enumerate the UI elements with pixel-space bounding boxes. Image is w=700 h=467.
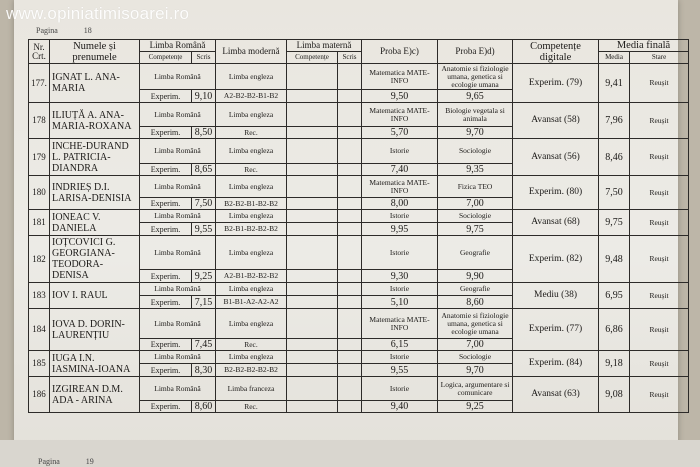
header-romana: Limba Română bbox=[140, 40, 216, 52]
materna-scris bbox=[338, 139, 362, 164]
table-row bbox=[29, 377, 689, 401]
romana-level: Experim. bbox=[140, 127, 192, 139]
final-average: 9,41 bbox=[599, 64, 630, 103]
header-stare: Stare bbox=[630, 52, 689, 64]
moderna-level: A2-B1-B2-B2-B2 bbox=[216, 270, 287, 283]
romana-comp: Limba Română bbox=[140, 210, 216, 223]
materna-scris bbox=[338, 236, 362, 270]
romana-scris-grade: 8,50 bbox=[192, 127, 216, 139]
row-nr: 178 bbox=[29, 103, 50, 139]
proba-d-grade: 9,75 bbox=[438, 223, 513, 236]
digital-competence: Mediu (38) bbox=[513, 283, 599, 309]
romana-scris-grade: 7,50 bbox=[192, 198, 216, 210]
row-nr: 180 bbox=[29, 176, 50, 210]
status: Reușit bbox=[630, 176, 689, 210]
moderna-level: A2-B2-B2-B1-B2 bbox=[216, 90, 287, 103]
status: Reușit bbox=[630, 236, 689, 283]
proba-d-subject: Geografie bbox=[438, 236, 513, 270]
proba-c-subject: Matematica MATE-INFO bbox=[362, 176, 438, 198]
materna-scris bbox=[338, 64, 362, 90]
materna-scris-2 bbox=[338, 90, 362, 103]
romana-scris-grade: 7,45 bbox=[192, 339, 216, 351]
row-nr: 182 bbox=[29, 236, 50, 283]
romana-comp: Limba Română bbox=[140, 377, 216, 401]
romana-scris-grade: 7,15 bbox=[192, 296, 216, 309]
materna-scris bbox=[338, 283, 362, 296]
digital-competence: Avansat (68) bbox=[513, 210, 599, 236]
proba-c-grade: 9,55 bbox=[362, 364, 438, 377]
header-materna: Limba maternă bbox=[287, 40, 362, 52]
proba-d-subject: Logica, argumentare si comunicare bbox=[438, 377, 513, 401]
romana-scris-grade: 8,60 bbox=[192, 401, 216, 413]
header-name: Numele și prenumele bbox=[50, 40, 140, 64]
header-competente: Competențe digitale bbox=[513, 40, 599, 64]
student-name: ILIUȚĂ A. ANA-MARIA-ROXANA bbox=[50, 103, 140, 139]
proba-c-grade: 6,15 bbox=[362, 339, 438, 351]
page-header-label: Pagina bbox=[36, 26, 58, 35]
materna-scris-2 bbox=[338, 339, 362, 351]
proba-c-subject: Matematica MATE-INFO bbox=[362, 309, 438, 339]
digital-competence: Avansat (63) bbox=[513, 377, 599, 413]
moderna-level: Rec. bbox=[216, 127, 287, 139]
materna-comp-2 bbox=[287, 198, 338, 210]
proba-d-subject: Fizica TEO bbox=[438, 176, 513, 198]
digital-competence: Experim. (79) bbox=[513, 64, 599, 103]
proba-c-subject: Matematica MATE-INFO bbox=[362, 103, 438, 127]
proba-c-grade: 8,00 bbox=[362, 198, 438, 210]
romana-level: Experim. bbox=[140, 270, 192, 283]
romana-comp: Limba Română bbox=[140, 176, 216, 198]
status: Reușit bbox=[630, 377, 689, 413]
romana-level: Experim. bbox=[140, 223, 192, 236]
moderna-level: Rec. bbox=[216, 401, 287, 413]
digital-competence: Experim. (82) bbox=[513, 236, 599, 283]
materna-scris-2 bbox=[338, 401, 362, 413]
student-name: IOȚCOVICI G. GEORGIANA-TEODORA-DENISA bbox=[50, 236, 140, 283]
header-media-finala: Media finală bbox=[599, 40, 689, 52]
materna-comp-2 bbox=[287, 164, 338, 176]
student-name: IOVA D. DORIN-LAURENȚIU bbox=[50, 309, 140, 351]
romana-scris-grade: 8,30 bbox=[192, 364, 216, 377]
header-proba-d: Proba E)d) bbox=[438, 40, 513, 64]
materna-comp bbox=[287, 283, 338, 296]
materna-comp bbox=[287, 309, 338, 339]
materna-scris bbox=[338, 309, 362, 339]
final-average: 7,96 bbox=[599, 103, 630, 139]
proba-c-grade: 9,30 bbox=[362, 270, 438, 283]
final-average: 8,46 bbox=[599, 139, 630, 176]
final-average: 6,95 bbox=[599, 283, 630, 309]
romana-level: Experim. bbox=[140, 198, 192, 210]
materna-scris bbox=[338, 351, 362, 364]
proba-d-grade: 9,25 bbox=[438, 401, 513, 413]
moderna-level: B2-B2-B2-B2-B2 bbox=[216, 364, 287, 377]
materna-comp-2 bbox=[287, 364, 338, 377]
materna-comp-2 bbox=[287, 127, 338, 139]
materna-scris-2 bbox=[338, 198, 362, 210]
table-row bbox=[29, 176, 689, 198]
romana-level: Experim. bbox=[140, 164, 192, 176]
header-materna-scris: Scris bbox=[338, 52, 362, 64]
results-table bbox=[28, 39, 689, 413]
table-row bbox=[29, 309, 689, 339]
materna-comp bbox=[287, 103, 338, 127]
proba-d-grade: 8,60 bbox=[438, 296, 513, 309]
table-row bbox=[29, 351, 689, 364]
digital-competence: Avansat (58) bbox=[513, 103, 599, 139]
final-average: 9,18 bbox=[599, 351, 630, 377]
proba-c-grade: 7,40 bbox=[362, 164, 438, 176]
proba-c-grade: 9,50 bbox=[362, 90, 438, 103]
final-average: 9,75 bbox=[599, 210, 630, 236]
student-name: IGNAT L. ANA-MARIA bbox=[50, 64, 140, 103]
table-row bbox=[29, 64, 689, 90]
proba-c-grade: 5,10 bbox=[362, 296, 438, 309]
digital-competence: Avansat (56) bbox=[513, 139, 599, 176]
student-name: IOV I. RAUL bbox=[50, 283, 140, 309]
moderna-lang: Limba engleza bbox=[216, 103, 287, 127]
final-average: 6,86 bbox=[599, 309, 630, 351]
header-materna-comp: Competențe bbox=[287, 52, 338, 64]
materna-scris bbox=[338, 176, 362, 198]
moderna-lang: Limba engleza bbox=[216, 210, 287, 223]
student-name: INDRIEȘ D.I. LARISA-DENISIA bbox=[50, 176, 140, 210]
status: Reușit bbox=[630, 283, 689, 309]
proba-d-subject: Sociologie bbox=[438, 139, 513, 164]
proba-d-grade: 9,90 bbox=[438, 270, 513, 283]
romana-level: Experim. bbox=[140, 401, 192, 413]
row-nr: 179 bbox=[29, 139, 50, 176]
materna-comp bbox=[287, 351, 338, 364]
page-footer-number: 19 bbox=[85, 457, 94, 466]
moderna-level: B2-B2-B1-B2-B2 bbox=[216, 198, 287, 210]
materna-comp bbox=[287, 139, 338, 164]
romana-level: Experim. bbox=[140, 364, 192, 377]
materna-comp bbox=[287, 64, 338, 90]
materna-comp bbox=[287, 377, 338, 401]
romana-comp: Limba Română bbox=[140, 309, 216, 339]
student-name: IUGA I.N. IASMINA-IOANA bbox=[50, 351, 140, 377]
materna-scris-2 bbox=[338, 164, 362, 176]
header-nr: Nr. Crt. bbox=[29, 40, 50, 64]
proba-d-subject: Anatomie si fiziologie umana, genetica si ecologie umana bbox=[438, 64, 513, 90]
status: Reușit bbox=[630, 103, 689, 139]
proba-d-grade: 7,00 bbox=[438, 198, 513, 210]
proba-d-subject: Biologie vegetala si animala bbox=[438, 103, 513, 127]
materna-comp-2 bbox=[287, 296, 338, 309]
proba-c-subject: Istorie bbox=[362, 139, 438, 164]
proba-c-grade: 9,40 bbox=[362, 401, 438, 413]
moderna-level: B2-B1-B2-B2-B2 bbox=[216, 223, 287, 236]
materna-scris bbox=[338, 103, 362, 127]
proba-c-subject: Istorie bbox=[362, 377, 438, 401]
romana-level: Experim. bbox=[140, 296, 192, 309]
materna-scris-2 bbox=[338, 296, 362, 309]
status: Reușit bbox=[630, 210, 689, 236]
materna-comp-2 bbox=[287, 223, 338, 236]
final-average: 9,08 bbox=[599, 377, 630, 413]
materna-comp bbox=[287, 210, 338, 223]
materna-scris-2 bbox=[338, 127, 362, 139]
table-row bbox=[29, 283, 689, 296]
proba-c-subject: Istorie bbox=[362, 283, 438, 296]
materna-comp-2 bbox=[287, 270, 338, 283]
student-name: INCHE-DURAND L. PATRICIA-DIANDRA bbox=[50, 139, 140, 176]
moderna-level: Rec. bbox=[216, 339, 287, 351]
proba-d-subject: Geografie bbox=[438, 283, 513, 296]
page-footer bbox=[38, 457, 120, 466]
romana-comp: Limba Română bbox=[140, 351, 216, 364]
romana-scris-grade: 9,55 bbox=[192, 223, 216, 236]
proba-c-grade: 5,70 bbox=[362, 127, 438, 139]
row-nr: 181 bbox=[29, 210, 50, 236]
status: Reușit bbox=[630, 139, 689, 176]
page-header-number: 18 bbox=[83, 26, 92, 35]
header-proba-c: Proba E)c) bbox=[362, 40, 438, 64]
page-footer-label: Pagina bbox=[38, 457, 60, 466]
romana-comp: Limba Română bbox=[140, 236, 216, 270]
status: Reușit bbox=[630, 309, 689, 351]
moderna-lang: Limba engleza bbox=[216, 236, 287, 270]
moderna-level: Rec. bbox=[216, 164, 287, 176]
moderna-lang: Limba engleza bbox=[216, 283, 287, 296]
proba-c-subject: Istorie bbox=[362, 210, 438, 223]
digital-competence: Experim. (77) bbox=[513, 309, 599, 351]
student-name: IONEAC V. DANIELA bbox=[50, 210, 140, 236]
materna-scris-2 bbox=[338, 270, 362, 283]
proba-d-subject: Sociologie bbox=[438, 351, 513, 364]
proba-c-grade: 9,95 bbox=[362, 223, 438, 236]
proba-c-subject: Istorie bbox=[362, 236, 438, 270]
romana-scris-grade: 9,25 bbox=[192, 270, 216, 283]
moderna-lang: Limba engleza bbox=[216, 176, 287, 198]
proba-d-grade: 7,00 bbox=[438, 339, 513, 351]
romana-comp: Limba Română bbox=[140, 64, 216, 90]
results-body bbox=[29, 64, 689, 413]
row-nr: 186 bbox=[29, 377, 50, 413]
final-average: 7,50 bbox=[599, 176, 630, 210]
moderna-lang: Limba engleza bbox=[216, 139, 287, 164]
materna-comp-2 bbox=[287, 90, 338, 103]
proba-c-subject: Matematica MATE-INFO bbox=[362, 64, 438, 90]
proba-d-subject: Sociologie bbox=[438, 210, 513, 223]
moderna-lang: Limba engleza bbox=[216, 351, 287, 364]
proba-d-grade: 9,65 bbox=[438, 90, 513, 103]
moderna-level: B1-B1-A2-A2-A2 bbox=[216, 296, 287, 309]
row-nr: 184 bbox=[29, 309, 50, 351]
table-row bbox=[29, 236, 689, 270]
header-romana-comp: Competențe bbox=[140, 52, 192, 64]
header-media: Media bbox=[599, 52, 630, 64]
proba-d-subject: Anatomie si fiziologie umana, genetica si ecologie umana bbox=[438, 309, 513, 339]
materna-scris bbox=[338, 210, 362, 223]
table-row bbox=[29, 103, 689, 127]
moderna-lang: Limba franceza bbox=[216, 377, 287, 401]
romana-level: Experim. bbox=[140, 339, 192, 351]
materna-scris-2 bbox=[338, 364, 362, 377]
romana-comp: Limba Română bbox=[140, 283, 216, 296]
final-average: 9,48 bbox=[599, 236, 630, 283]
materna-comp-2 bbox=[287, 401, 338, 413]
digital-competence: Experim. (80) bbox=[513, 176, 599, 210]
proba-c-subject: Istorie bbox=[362, 351, 438, 364]
header-romana-scris: Scris bbox=[192, 52, 216, 64]
romana-scris-grade: 8,65 bbox=[192, 164, 216, 176]
watermark: www.opiniatimisoarei.ro bbox=[6, 4, 190, 23]
status: Reușit bbox=[630, 351, 689, 377]
materna-comp-2 bbox=[287, 339, 338, 351]
row-nr: 185 bbox=[29, 351, 50, 377]
digital-competence: Experim. (84) bbox=[513, 351, 599, 377]
proba-d-grade: 9,70 bbox=[438, 127, 513, 139]
page-header bbox=[36, 26, 118, 35]
row-nr: 183 bbox=[29, 283, 50, 309]
table-row bbox=[29, 139, 689, 164]
table-row bbox=[29, 210, 689, 223]
romana-comp: Limba Română bbox=[140, 103, 216, 127]
materna-scris bbox=[338, 377, 362, 401]
moderna-lang: Limba engleza bbox=[216, 309, 287, 339]
moderna-lang: Limba engleza bbox=[216, 64, 287, 90]
status: Reușit bbox=[630, 64, 689, 103]
proba-d-grade: 9,35 bbox=[438, 164, 513, 176]
romana-comp: Limba Română bbox=[140, 139, 216, 164]
row-nr: 177. bbox=[29, 64, 50, 103]
romana-scris-grade: 9,10 bbox=[192, 90, 216, 103]
student-name: IZGIREAN D.M. ADA - ARINA bbox=[50, 377, 140, 413]
romana-level: Experim. bbox=[140, 90, 192, 103]
materna-comp bbox=[287, 236, 338, 270]
proba-d-grade: 9,70 bbox=[438, 364, 513, 377]
materna-comp bbox=[287, 176, 338, 198]
header-moderna: Limba modernă bbox=[216, 40, 287, 64]
materna-scris-2 bbox=[338, 223, 362, 236]
